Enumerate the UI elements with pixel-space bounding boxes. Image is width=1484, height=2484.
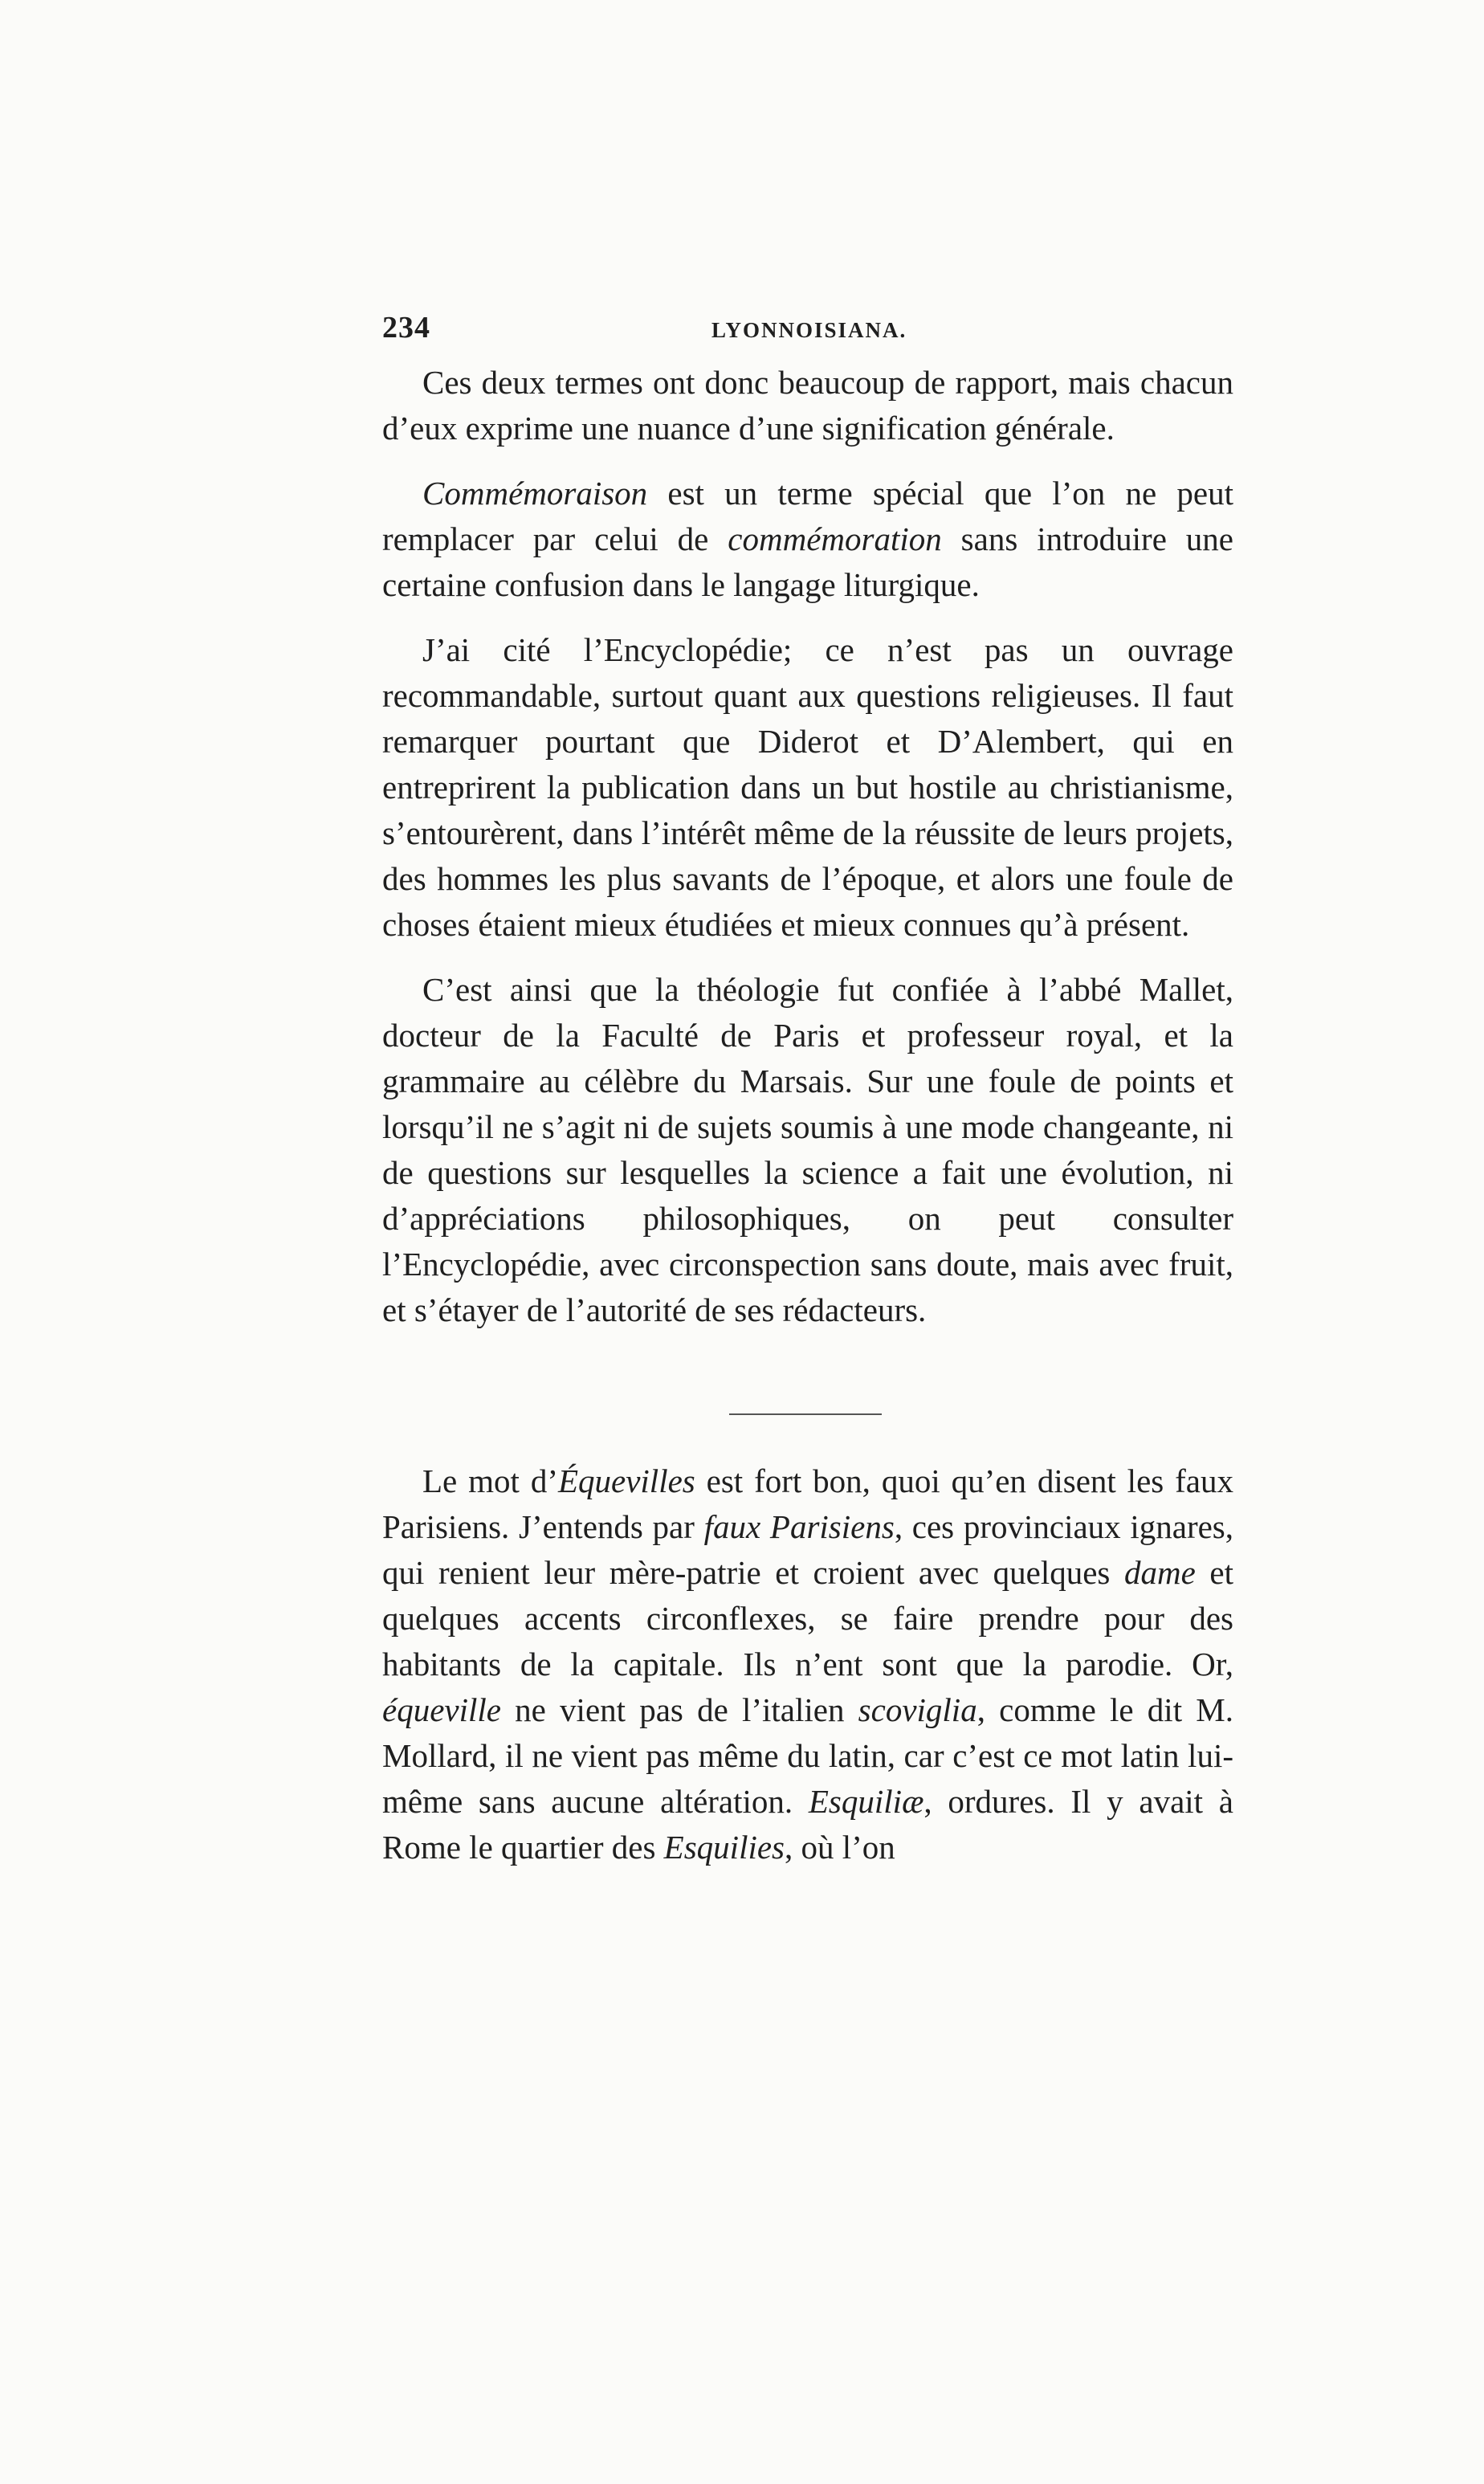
text-run: , où l’on bbox=[785, 1829, 895, 1866]
italic-term-commemoration: commémoration bbox=[728, 520, 942, 557]
text-run: sans introduire une certaine confusion dans le langage liturgique. bbox=[382, 520, 1234, 603]
text-run: , ordures. Il y avait à Rome le quartier des bbox=[382, 1783, 1233, 1866]
text-run: est fort bon, quoi qu’en disent les faux Parisiens. J’entends par bbox=[382, 1462, 1233, 1545]
italic-term-dame: dame bbox=[1123, 1554, 1196, 1591]
page-header bbox=[382, 310, 1233, 358]
paragraph-termes: Ces deux termes ont donc beaucoup de rapport, mais chacun d’eux exprime une nuance d’une signification générale. bbox=[382, 364, 1233, 447]
paragraph-theologie: C’est ainsi que la théologie fut confiée à l’abbé Mallet, docteur de la Faculté de Paris et professeur royal, et la grammaire au célèbre du Marsais. Sur une foule de points et lorsqu’il ne s’agit ni de sujets soumis à une mode changeante, ni de questions sur lesquelles la science a fait une évolution, ni d’appréciations philosophiques, on peut consulter l’Encyclopédie, avec circonspection sans doute, mais avec fruit, et s’étayer de l’autorité de ses rédacteurs. bbox=[382, 971, 1233, 1328]
italic-term-esquilies: Esquilies bbox=[663, 1829, 785, 1866]
text-section-1 bbox=[382, 360, 1233, 1352]
running-title: LYONNOISIANA. bbox=[711, 318, 907, 342]
text-run: est un terme spécial que l’on ne peut remplacer par celui de bbox=[382, 475, 1233, 557]
paragraph-encyclopedie: J’ai cité l’Encyclopédie; ce n’est pas un ouvrage recommandable, surtout quant aux questions religieuses. Il faut remarquer pourtant que Diderot et D’Alembert, qui en entreprirent la publication dans un but hostile au christianisme, s’entourèrent, dans l’intérêt même de la réussite de leurs projets, des hommes les plus savants de l’époque, et alors une foule de choses étaient mieux étudiées et mieux connues qu’à présent. bbox=[382, 631, 1233, 943]
section-separator bbox=[729, 1413, 882, 1415]
text-section-2 bbox=[382, 1458, 1233, 1890]
italic-term-esquiliae: Esquiliæ bbox=[808, 1783, 924, 1820]
paragraph-commemoraison bbox=[382, 471, 1233, 608]
italic-term-faux-parisiens: faux Parisiens bbox=[703, 1508, 895, 1545]
italic-term-scoviglia: scoviglia bbox=[858, 1691, 977, 1728]
text-run: Le mot d’ bbox=[422, 1462, 558, 1499]
italic-term-commemoraison: Commémoraison bbox=[422, 475, 648, 512]
text-run: et quelques accents circonflexes, se faire prendre pour des habitants de la capitale. Ils n’ent sont que la parodie. Or, bbox=[382, 1554, 1233, 1683]
text-run: ne vient pas de l’italien bbox=[500, 1691, 858, 1728]
paragraph-equevilles bbox=[382, 1458, 1233, 1870]
text-run: , comme le dit M. Mollard, il ne vient pas même du latin, car c’est ce mot latin lui-même sans aucune altération. bbox=[382, 1691, 1233, 1820]
italic-term-equevilles: Équevilles bbox=[557, 1462, 695, 1499]
italic-term-equeville: équeville bbox=[382, 1691, 501, 1728]
page-number: 234 bbox=[382, 311, 430, 345]
text-run: , ces provinciaux ignares, qui renient leur mère-patrie et croient avec quelques bbox=[382, 1508, 1234, 1591]
